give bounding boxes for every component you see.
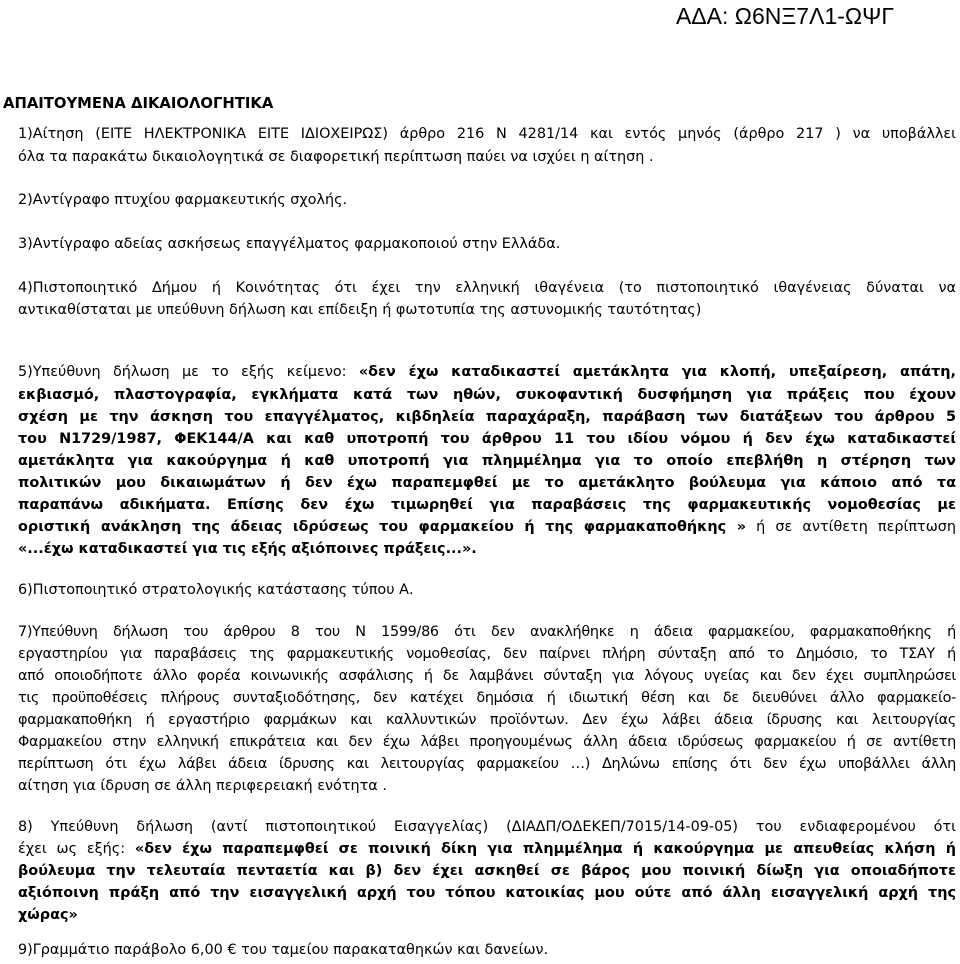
text-line-18: εργαστηρίου για παραβάσεις της φαρμακευτικής νομοθεσίας, δεν παίρνει πλήρη σύνταξη από το Δημόσιο, το ΤΣΑΥ ή (18, 646, 956, 662)
document-heading: ΑΠΑΙΤΟΥΜΕΝΑ ΔΙΚΑΙΟΛΟΓΗΤΙΚΑ (3, 95, 274, 112)
text-line-5: 4)Πιστοποιητικό Δήμου ή Κοινότητας ότι έχει την ελληνική ιθαγένεια (το πιστοποιητικό ιθαγένειας δύναται να (18, 280, 956, 296)
text-line-16: 6)Πιστοποιητικό στρατολογικής κατάστασης τύπου Α. (18, 582, 414, 598)
text-line-13: παραπάνω αδικήματα. Επίσης δεν έχω τιμωρηθεί για παραβάσεις της φαρμακευτικής νομοθεσίας με (18, 497, 956, 513)
text-line-28: αξιόποινη πράξη από την εισαγγελική αρχή του τόπου κατοικίας μου ούτε από άλλη εισαγγελική αρχή της (18, 885, 956, 901)
text-line-17: 7)Υπεύθυνη δήλωση του άρθρου 8 του Ν 1599/86 ότι δεν ανακλήθηκε η άδεια φαρμακείου, φαρμακαποθήκης ή (18, 624, 956, 640)
text-line-4: 3)Αντίγραφο αδείας ασκήσεως επαγγέλματος φαρμακοποιού στην Ελλάδα. (18, 236, 561, 252)
text-line-9: σχέση με την άσκηση του επαγγέλματος, κιβδηλεία παραχάραξη, παράβαση των διατάξεων του άρθρου 5 (18, 409, 956, 425)
text-line-6: αντικαθίσταται με υπεύθυνη δήλωση και επίδειξη ή φωτοτυπία της αστυνομικής ταυτότητας) (18, 302, 702, 318)
text-line-14: οριστική ανάκληση της άδειας ιδρύσεως του φαρμακείου ή της φαρμακαποθήκης » ή σε αντίθετη περίπτωση (18, 519, 956, 535)
text-line-8: εκβιασμό, πλαστογραφία, εγκλήματα κατά των ηθών, συκοφαντική δυσφήμηση για πράξεις που έχουν (18, 387, 956, 403)
text-line-3: 2)Αντίγραφο πτυχίου φαρμακευτικής σχολής. (18, 192, 348, 208)
text-line-21: φαρμακαποθήκη ή εργαστήριο φαρμάκων και καλλυντικών προϊόντων. Δεν έχω λάβει άδεια ίδρυσης και λειτουργίας (18, 712, 956, 728)
text-line-2: όλα τα παρακάτω δικαιολογητικά σε διαφορετική περίπτωση παύει να ισχύει η αίτηση . (18, 149, 654, 165)
text-line-1: 1)Αίτηση (ΕΙΤΕ ΗΛΕΚΤΡΟΝΙΚΑ ΕΙΤΕ ΙΔΙΟΧΕΙΡΩΣ) άρθρο 216 Ν 4281/14 και εντός μηνός (άρθρο 217 ) να υποβάλλει (18, 126, 956, 142)
text-line-26: έχει ως εξής: «δεν έχω παραπεμφθεί σε ποινική δίκη για πλημμέλημα ή κακούργημα με απευθείας κλήση ή (18, 841, 956, 857)
text-line-15: «...έχω καταδικαστεί για τις εξής αξιόποινες πράξεις...». (18, 541, 477, 557)
text-line-19: από οποιοδήποτε άλλο φορέα κοινωνικής ασφάλισης ή δε λαμβάνει σύνταξη για λόγους υγείας και δεν έχει συμπληρώσει (18, 668, 956, 684)
text-line-25: 8) Υπεύθυνη δήλωση (αντί πιστοποιητικού Εισαγγελίας) (ΔΙΑΔΠ/ΟΔΕΚΕΠ/7015/14-09-05) του ενδιαφερομένου ότι (18, 819, 956, 835)
text-line-30: 9)Γραμμάτιο παράβολο 6,00 € του ταμείου παρακαταθηκών και δανείων. (18, 942, 549, 958)
ada-identifier: ΑΔΑ: Ω6ΝΞ7Λ1-ΩΨΓ (675, 3, 894, 29)
text-line-22: Φαρμακείου στην ελληνική επικράτεια και δεν έχω λάβει προηγουμένως άλλη άδεια ιδρύσεως φαρμακείου ή σε αντίθετη (18, 734, 956, 750)
text-line-20: τις προϋποθέσεις πλήρους συνταξιοδότησης, δεν κατέχει δημόσια ή ιδιωτική θέση και δε διευθύνει άλλο φαρμακείο- (18, 690, 956, 706)
text-line-10: του Ν1729/1987, ΦΕΚ144/Α και καθ υποτροπή του άρθρου 11 του ιδίου νόμου ή δεν έχω καταδικαστεί (18, 431, 956, 447)
text-line-27: βούλευμα την τελευταία πενταετία και β) δεν έχει ασκηθεί σε βάρος μου ποινική δίωξη για οποιαδήποτε (18, 863, 956, 879)
text-line-11: αμετάκλητα για κακούργημα ή καθ υποτροπή για πλημμέλημα για το οποίο επεβλήθη η στέρηση των (18, 453, 956, 469)
text-line-24: αίτηση για ίδρυση σε άλλη περιφερειακή ενότητα . (18, 778, 387, 794)
text-line-29: χώρας» (18, 907, 78, 923)
text-line-7: 5)Υπεύθυνη δήλωση με το εξής κείμενο: «δεν έχω καταδικαστεί αμετάκλητα για κλοπή, υπεξαίρεση, απάτη, (18, 364, 956, 380)
text-line-12: πολιτικών μου δικαιωμάτων ή δεν έχω παραπεμφθεί με το αμετάκλητο βούλευμα για κάποιο από τα (18, 475, 956, 491)
text-line-23: περίπτωση ότι έχω λάβει άδεια ίδρυσης και λειτουργίας φαρμακείου …) Δηλώνω επίσης ότι δεν έχω υποβάλλει άλλη (18, 756, 956, 772)
